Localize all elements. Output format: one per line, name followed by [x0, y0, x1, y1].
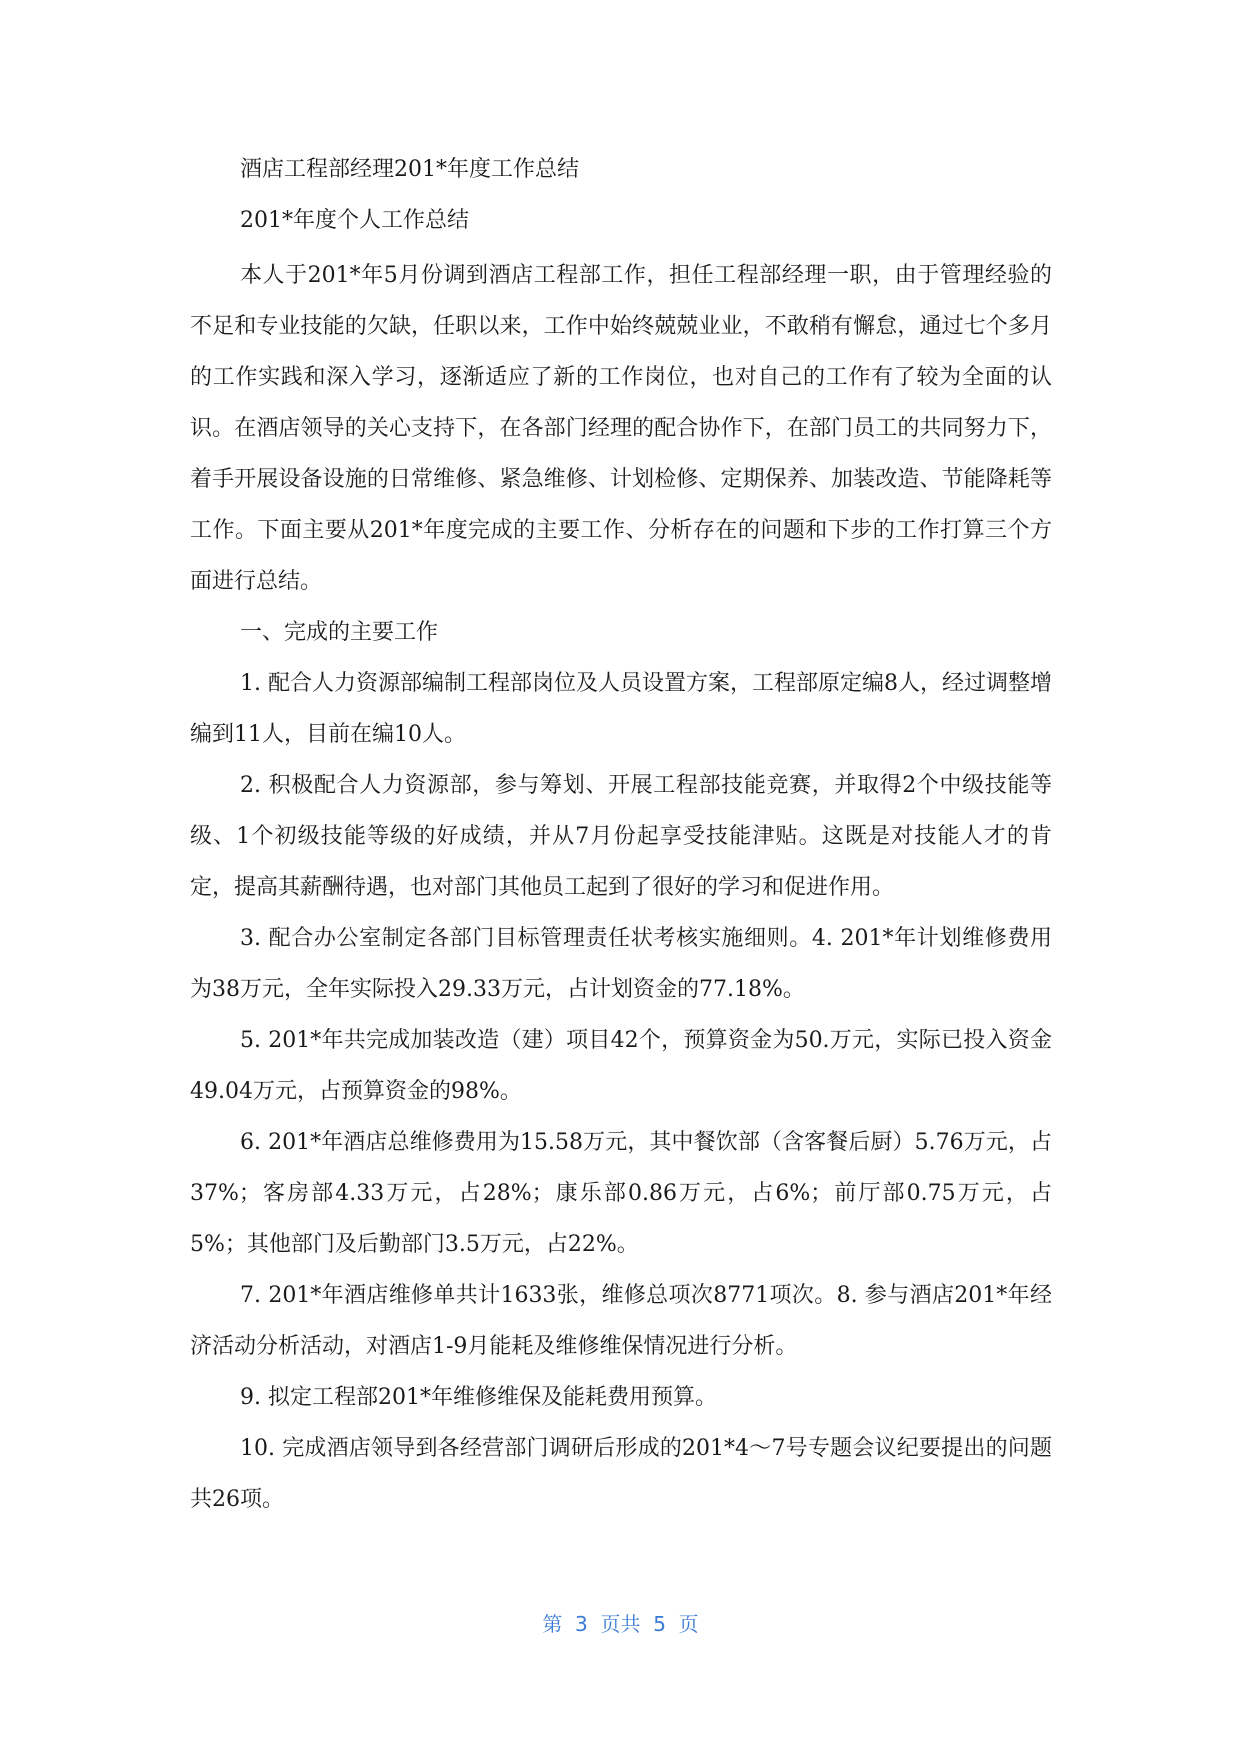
- intro-paragraph: 本人于201*年5月份调到酒店工程部工作，担任工程部经理一职，由于管理经验的不足和专业技能的欠缺，任职以来，工作中始终兢兢业业，不敢稍有懈怠，通过七个多月的工作实践和深入学习，逐渐适应了新的工作岗位，也对自己的工作有了较为全面的认识。在酒店领导的关心支持下，在各部门经理的配合协作下，在部门员工的共同努力下，着手开展设备设施的日常维修、紧急维修、计划检修、定期保养、加装改造、节能降耗等工作。下面主要从201*年度完成的主要工作、分析存在的问题和下步的工作打算三个方面进行总结。: [190, 263, 1052, 594]
- item-paragraph-10: 10. 完成酒店领导到各经营部门调研后形成的201*4～7号专题会议纪要提出的问题共26项。: [190, 1436, 1052, 1512]
- item-paragraph-3-4: 3. 配合办公室制定各部门目标管理责任状考核实施细则。4. 201*年计划维修费用为38万元，全年实际投入29.33万元，占计划资金的77.18%。: [190, 926, 1052, 1002]
- item-paragraph-2: 2. 积极配合人力资源部，参与筹划、开展工程部技能竞赛，并取得2个中级技能等级、1个初级技能等级的好成绩，并从7月份起享受技能津贴。这既是对技能人才的肯定，提高其薪酬待遇，也对部门其他员工起到了很好的学习和促进作用。: [190, 773, 1052, 900]
- section-heading: 一、完成的主要工作: [240, 620, 439, 645]
- document-title: 酒店工程部经理201*年度工作总结: [240, 157, 579, 182]
- item-paragraph-7-8: 7. 201*年酒店维修单共计1633张，维修总项次8771项次。8. 参与酒店201*年经济活动分析活动，对酒店1-9月能耗及维修维保情况进行分析。: [190, 1283, 1052, 1359]
- page-number-footer: 第 3 页共 5 页: [542, 1612, 699, 1636]
- item-paragraph-6: 6. 201*年酒店总维修费用为15.58万元，其中餐饮部（含客餐后厨）5.76万元，占37%；客房部4.33万元，占28%；康乐部0.86万元，占6%；前厅部0.75万元，占5%；其他部门及后勤部门3.5万元，占22%。: [190, 1130, 1052, 1257]
- item-paragraph-5: 5. 201*年共完成加装改造（建）项目42个，预算资金为50.万元，实际已投入资金49.04万元，占预算资金的98%。: [190, 1028, 1052, 1104]
- document-subtitle: 201*年度个人工作总结: [240, 208, 469, 233]
- item-paragraph-1: 1. 配合人力资源部编制工程部岗位及人员设置方案，工程部原定编8人，经过调整增编到11人，目前在编10人。: [190, 671, 1052, 747]
- document-body: [190, 155, 1052, 1525]
- item-paragraph-9: 9. 拟定工程部201*年维修维保及能耗费用预算。: [240, 1385, 717, 1410]
